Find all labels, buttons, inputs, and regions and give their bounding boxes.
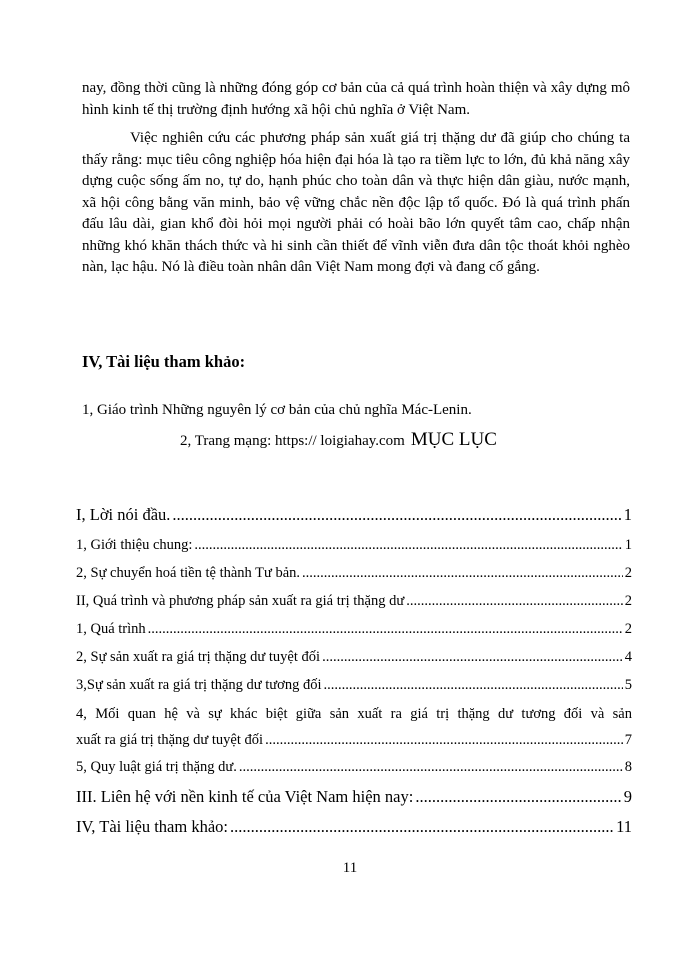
reference-item-2	[180, 429, 497, 451]
toc-entry-8[interactable]	[76, 701, 632, 753]
toc-entry-page: 2	[624, 621, 632, 637]
toc-entry-5[interactable]	[76, 621, 632, 638]
toc-entry-label: 5, Quy luật giá trị thặng dư.	[76, 759, 237, 775]
toc-entry-line-2	[76, 727, 632, 753]
toc-entry-11[interactable]	[76, 817, 632, 837]
toc-entry-page: 8	[624, 759, 632, 775]
toc-leader-dots	[194, 537, 622, 554]
toc-entry-page: 1	[623, 505, 632, 524]
toc-entry-7[interactable]	[76, 677, 632, 694]
page-number: 11	[342, 860, 358, 876]
toc-entry-page: 7	[624, 732, 632, 748]
toc-entry-label: 2, Sự chuyển hoá tiền tệ thành Tư bản.	[76, 565, 301, 581]
toc-entry-label: III. Liên hệ với nền kinh tế của Việt Nam hiện nay:	[76, 787, 414, 806]
toc-title: MỤC LỤC	[410, 429, 497, 450]
reference-item-2-text: 2, Trang mạng: https:// loigiahay.com	[180, 433, 405, 449]
toc-entry-label-line-2: xuất ra giá trị thặng dư tuyệt đối	[76, 732, 264, 748]
toc-entry-1[interactable]	[76, 505, 632, 525]
toc-entry-label-line-1: 4, Mối quan hệ và sự khác biệt giữa sản xuất ra giá trị thặng dư tương đối và sản	[76, 706, 632, 722]
toc-entry-10[interactable]	[76, 787, 632, 807]
toc-entry-label: 1, Quá trình	[76, 621, 146, 637]
toc-entry-label: II, Quá trình và phương pháp sản xuất ra giá trị thặng dư	[76, 593, 405, 609]
toc-entry-page: 9	[623, 787, 632, 806]
toc-leader-dots	[324, 677, 623, 694]
toc-leader-dots	[302, 565, 623, 582]
toc-entry-page: 1	[624, 537, 632, 553]
toc-leader-dots	[406, 593, 623, 610]
toc-leader-dots	[239, 759, 623, 776]
toc-entry-label: 1, Giới thiệu chung:	[76, 537, 193, 553]
toc-entry-label: I, Lời nói đầu.	[76, 505, 171, 524]
toc-entry-page: 4	[624, 649, 632, 665]
toc-entry-label: IV, Tài liệu tham khảo:	[76, 817, 228, 836]
toc-entry-2[interactable]	[76, 537, 632, 554]
toc-entry-3[interactable]	[76, 565, 632, 582]
toc-entry-4[interactable]	[76, 593, 632, 610]
toc-leader-dots	[415, 787, 621, 807]
body-paragraph-2: Việc nghiên cứu các phương pháp sản xuất giá trị thặng dư đã giúp cho chúng ta thấy rằng: mục tiêu công nghiệp hóa hiện đại hóa là tạo ra tiềm lực to lớn, đủ khả năng xây dựng cuộc sống ấm no, tự do, hạnh phúc cho toàn dân và thực hiện dân giàu, nước mạnh, xã hội công bằng văn minh, bảo vệ vững chắc nền độc lập tổ quốc. Đó là quá trình phấn đấu lâu dài, gian khổ đòi hỏi mọi người phải có hoài bão lớn quyết tâm cao, chấp nhận những khó khăn thách thức và hi sinh cần thiết để vĩnh viễn đưa dân tộc thoát khỏi nghèo nàn, lạc hậu. Nó là điều toàn nhân dân Việt Nam mong đợi và đang cố gắng.	[82, 130, 630, 275]
toc-entry-page: 2	[624, 565, 632, 581]
toc-entry-page: 2	[624, 593, 632, 609]
references-heading: IV, Tài liệu tham khảo:	[82, 352, 246, 371]
toc-leader-dots	[322, 649, 623, 666]
toc-entry-label: 3,Sự sản xuất ra giá trị thặng dư tương đối	[76, 677, 322, 693]
toc-leader-dots	[148, 621, 623, 638]
reference-item-1: 1, Giáo trình Những nguyên lý cơ bản của chủ nghĩa Mác-Lenin.	[82, 402, 472, 418]
toc-entry-page: 11	[616, 817, 632, 836]
toc-entry-page: 5	[624, 677, 632, 693]
toc-entry-9[interactable]	[76, 759, 632, 776]
toc-entry-label: 2, Sự sản xuất ra giá trị thặng dư tuyệt đối	[76, 649, 321, 665]
toc-leader-dots	[265, 727, 623, 753]
toc-leader-dots	[172, 505, 621, 525]
body-paragraph-1: nay, đồng thời cũng là những đóng góp cơ bản của cả quá trình hoàn thiện và xây dựng mô hình kinh tế thị trường định hướng xã hội chủ nghĩa ở Việt Nam.	[82, 80, 630, 118]
toc-leader-dots	[230, 817, 614, 837]
toc-entry-6[interactable]	[76, 649, 632, 666]
